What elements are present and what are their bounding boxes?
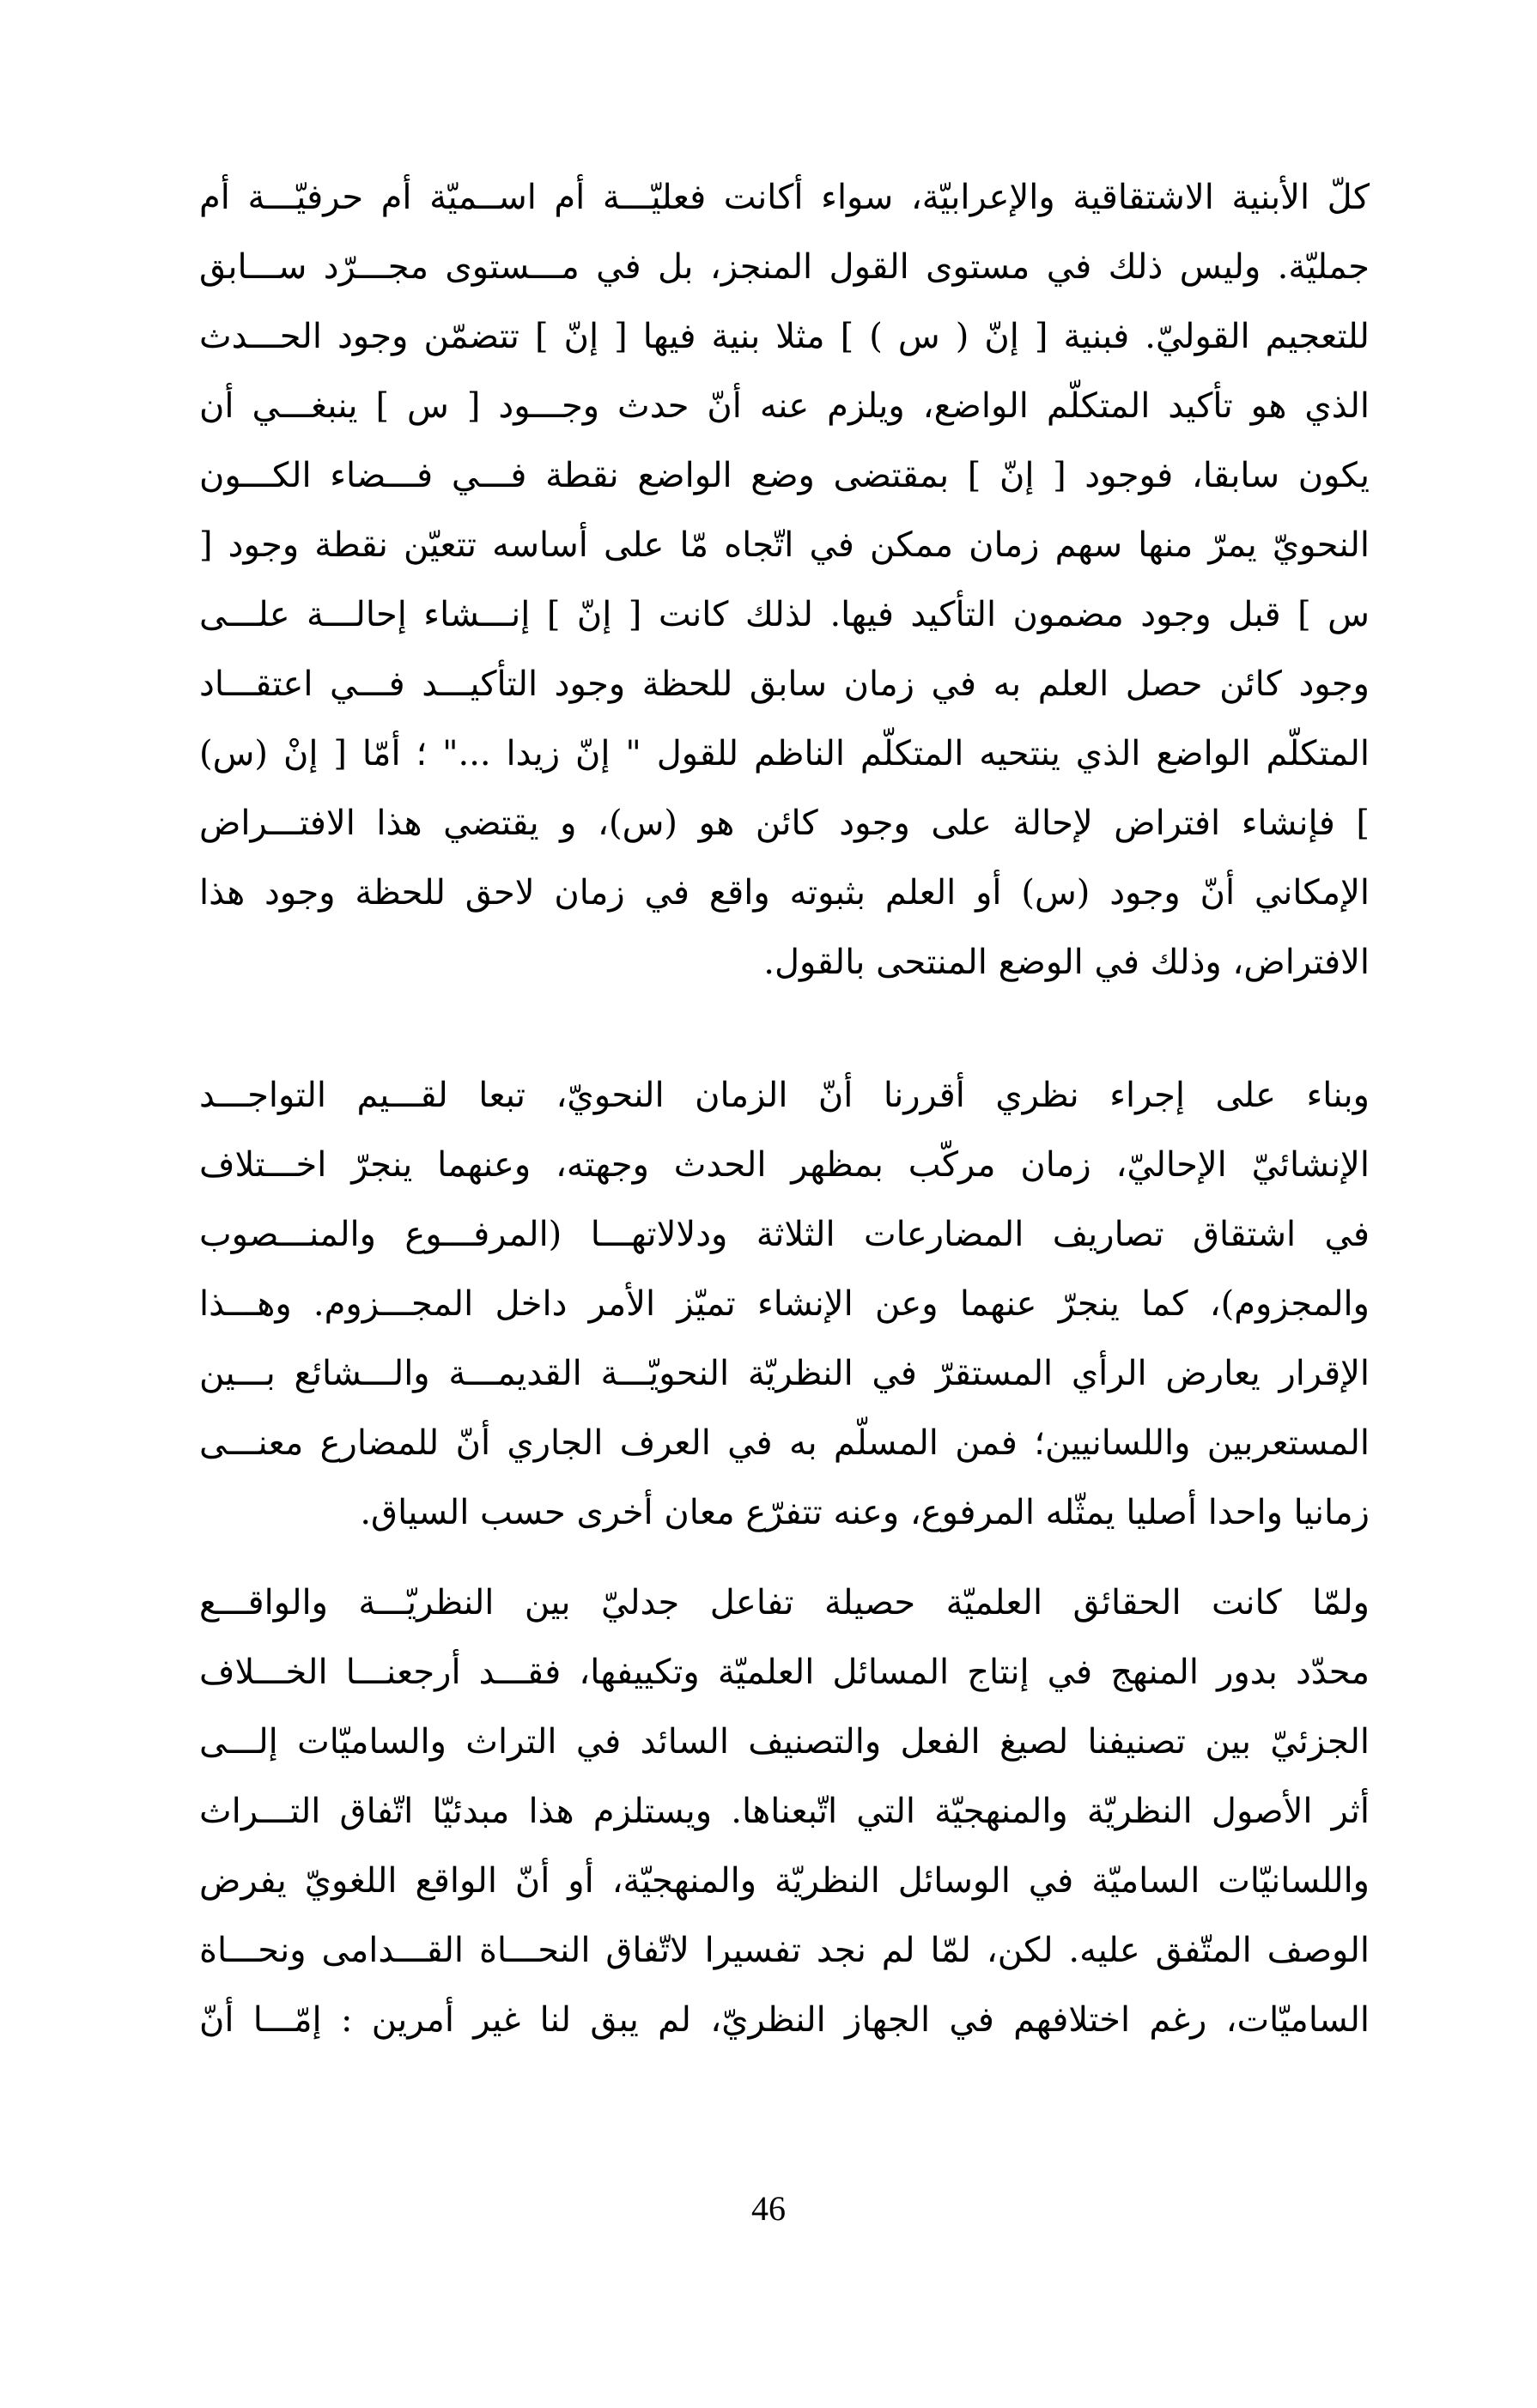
text-line: يكون سابقا، فوجود [ إنّ ] بمقتضى وضع الواضع نقطة فـــي فـــضاء الكـــون [199, 456, 1370, 495]
text-line: كلّ الأبنية الاشتقاقية والإعرابيّة، سواء أكانت فعليّـــة أم اســميّة أم حرفيّـــة أم [199, 178, 1370, 217]
text-line: الساميّات، رغم اختلافهم في الجهاز النظريّ، لم يبق لنا غير أمرين : إمّـــا أنّ [199, 2000, 1370, 2040]
text-line: جمليّة. وليس ذلك في مستوى القول المنجز، بل في مـــستوى مجـــرّد ســـابق [199, 247, 1370, 287]
text-line: وبناء على إجراء نظري أقررنا أنّ الزمان النحويّ، تبعا لقـــيم التواجـــد [199, 1076, 1370, 1115]
text-line: الافتراض، وذلك في الوضع المنتحى بالقول. [763, 943, 1370, 982]
text-line: س ] قبل وجود مضمون التأكيد فيها. لذلك كانت [ إنّ ] إنـــشاء إحالـــة علـــى [199, 595, 1370, 634]
text-line: الإنشائيّ الإحاليّ، زمان مركّب بمظهر الحدث وجهته، وعنهما ينجرّ اخـــتلاف [199, 1145, 1370, 1185]
text-line: وجود كائن حصل العلم به في زمان سابق للحظة وجود التأكيـــد فـــي اعتقـــاد [199, 664, 1370, 704]
text-line: المستعربين واللسانيين؛ فمن المسلّم به في العرف الجاري أنّ للمضارع معنـــى [199, 1423, 1370, 1463]
text-line: زمانيا واحدا أصليا يمثّله المرفوع، وعنه تتفرّع معان أخرى حسب السياق. [360, 1493, 1370, 1532]
paragraph-1 [199, 163, 1370, 998]
text-line: النحويّ يمرّ منها سهم زمان ممكن في اتّجاه مّا على أساسه تتعيّن نقطة وجود [ [199, 525, 1370, 565]
text-line: ] فإنشاء افتراض لإحالة على وجود كائن هو (س)، و يقتضي هذا الافتـــراض [199, 804, 1370, 843]
text-line: في اشتقاق تصاريف المضارعات الثلاثة ودلالاتهـــا (المرفـــوع والمنـــصوب [199, 1215, 1370, 1254]
text-line: الذي هو تأكيد المتكلّم الواضع، ويلزم عنه أنّ حدث وجـــود [ س ] ينبغـــي أن [199, 386, 1370, 426]
text-line: أثر الأصول النظريّة والمنهجيّة التي اتّبعناها. ويستلزم هذا مبدئيّا اتّفاق التـــراث [199, 1792, 1370, 1831]
text-line: محدّد بدور المنهج في إنتاج المسائل العلميّة وتكييفها، فقـــد أرجعنـــا الخـــلاف [199, 1653, 1370, 1692]
paragraph-2 [199, 1061, 1370, 1548]
page-number: 46 [751, 2189, 786, 2228]
text-line: الجزئيّ بين تصنيفنا لصيغ الفعل والتصنيف السائد في التراث والساميّات إلـــى [199, 1722, 1370, 1762]
text-line: والمجزوم)، كما ينجرّ عنهما وعن الإنشاء تميّز الأمر داخل المجـــزوم. وهـــذا [199, 1284, 1370, 1324]
text-line: ولمّا كانت الحقائق العلميّة حصيلة تفاعل جدليّ بين النظريّـــة والواقـــع [199, 1583, 1370, 1623]
paragraph-3 [199, 1568, 1370, 2055]
text-line: واللسانيّات الساميّة في الوسائل النظريّة والمنهجيّة، أو أنّ الواقع اللغويّ يفرض [199, 1861, 1370, 1901]
text-line: الإقرار يعارض الرأي المستقرّ في النظريّة النحويّـــة القديمـــة والـــشائع بـــين [199, 1354, 1370, 1393]
text-line: الوصف المتّفق عليه. لكن، لمّا لم نجد تفسيرا لاتّفاق النحـــاة القـــدامى ونحـــاة [199, 1931, 1370, 1970]
text-line: المتكلّم الواضع الذي ينتحيه المتكلّم الناظم للقول " إنّ زيدا ..." ؛ أمّا [ إنْ (س) [199, 734, 1370, 773]
text-line: للتعجيم القوليّ. فبنية [ إنّ ( س ) ] مثلا بنية فيها [ إنّ ] تتضمّن وجود الحـــدث [199, 317, 1370, 356]
text-line: الإمكاني أنّ وجود (س) أو العلم بثبوته واقع في زمان لاحق للحظة وجود هذا [199, 873, 1370, 913]
